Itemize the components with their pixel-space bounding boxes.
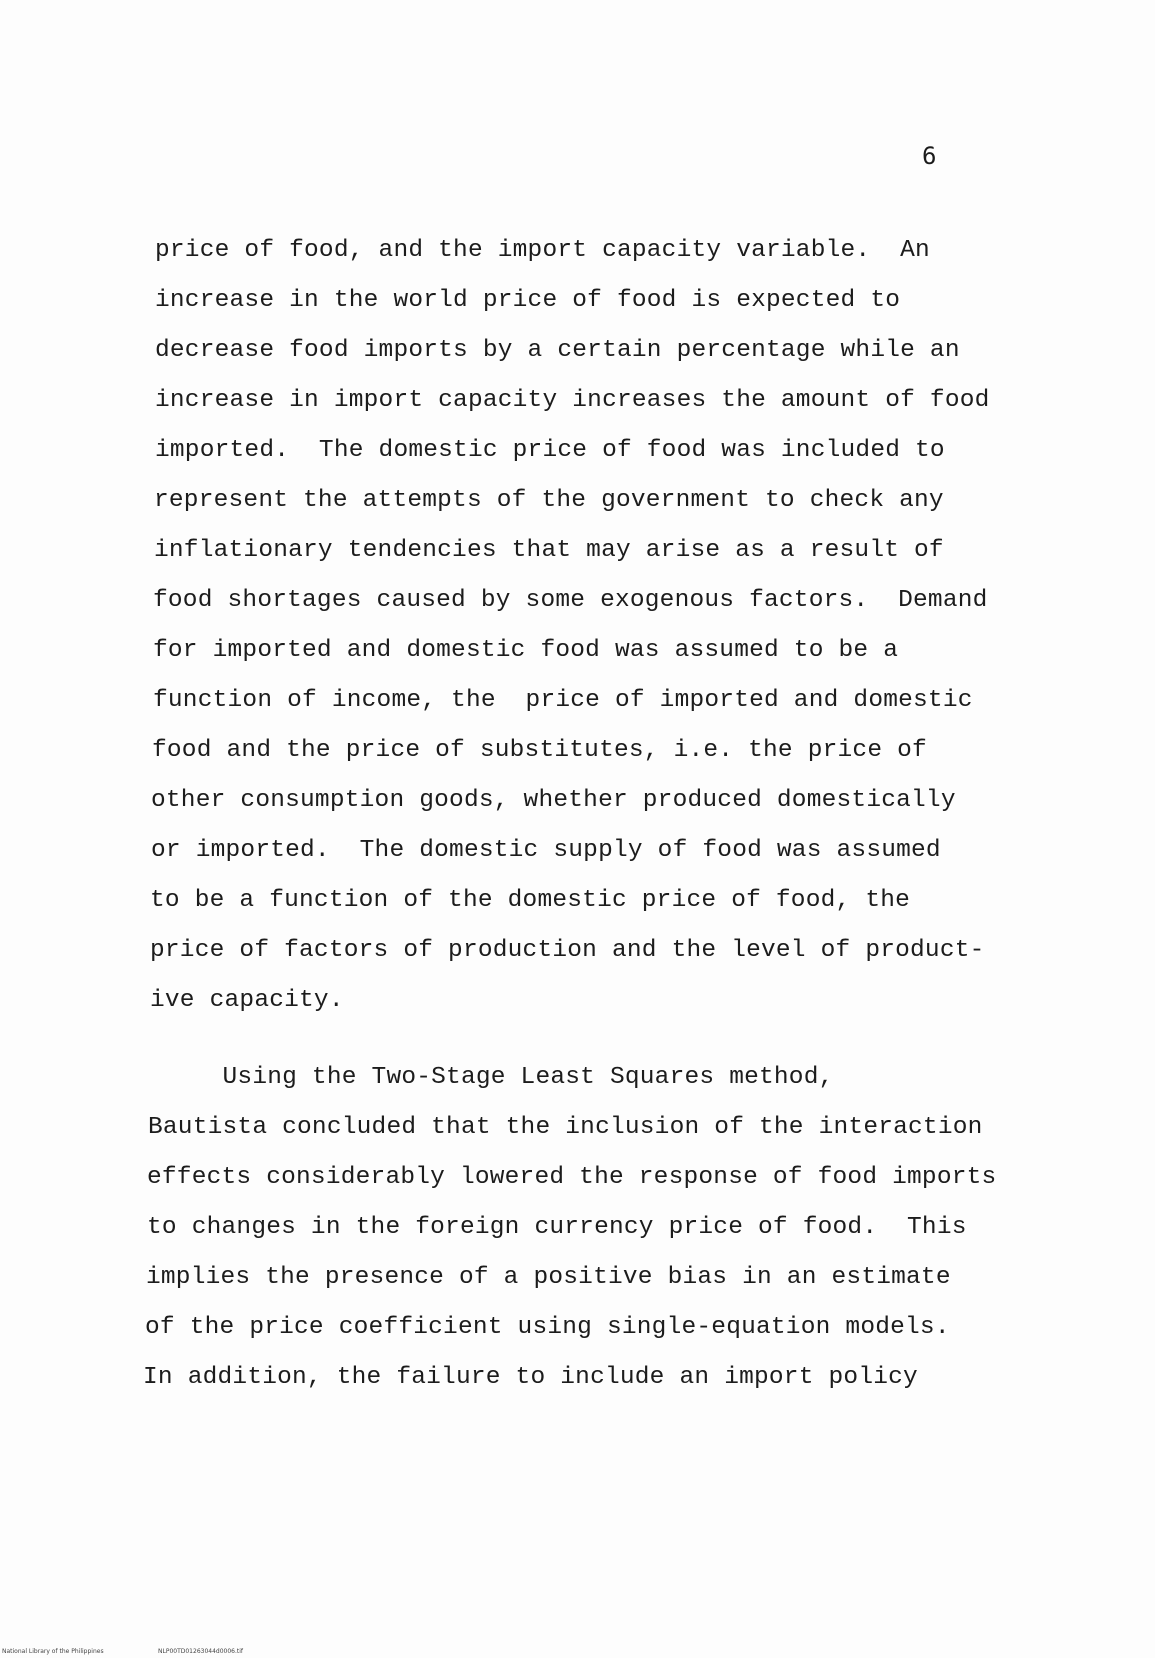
text-line: Using the Two-Stage Least Squares method, (148, 1064, 834, 1091)
text-line: represent the attempts of the government to check any (154, 487, 944, 514)
text-line: inflationary tendencies that may arise as a result of (154, 537, 944, 564)
text-line: for imported and domestic food was assumed to be a (153, 637, 899, 664)
text-line: imported. The domestic price of food was included to (155, 437, 945, 464)
text-line: increase in import capacity increases the amount of food (155, 387, 990, 414)
text-line: decrease food imports by a certain percentage while an (155, 337, 960, 364)
file-id-footer: NLP00TD01263044d0006.tif (158, 1648, 244, 1655)
text-line: function of income, the price of imported and domestic (153, 687, 973, 714)
text-line: price of food, and the import capacity variable. An (155, 237, 930, 264)
text-line: ive capacity. (150, 987, 344, 1014)
text-line: food and the price of substitutes, i.e. the price of (152, 737, 927, 764)
text-line: price of factors of production and the level of product- (150, 937, 985, 964)
text-line: food shortages caused by some exogenous factors. Demand (153, 587, 988, 614)
text-line: In addition, the failure to include an import policy (143, 1364, 918, 1391)
text-line: other consumption goods, whether produced domestically (151, 787, 956, 814)
text-line: to changes in the foreign currency price of food. This (147, 1214, 967, 1241)
text-line: Bautista concluded that the inclusion of the interaction (148, 1114, 983, 1141)
text-line: implies the presence of a positive bias in an estimate (146, 1264, 951, 1291)
library-footer: National Library of the Philippines (2, 1648, 104, 1655)
page-number: 6 (922, 142, 937, 170)
text-line: to be a function of the domestic price of food, the (150, 887, 911, 914)
text-line: effects considerably lowered the response of food imports (147, 1164, 997, 1191)
text-line: of the price coefficient using single-equation models. (145, 1314, 950, 1341)
text-line: increase in the world price of food is expected to (155, 287, 901, 314)
text-line: or imported. The domestic supply of food was assumed (151, 837, 941, 864)
